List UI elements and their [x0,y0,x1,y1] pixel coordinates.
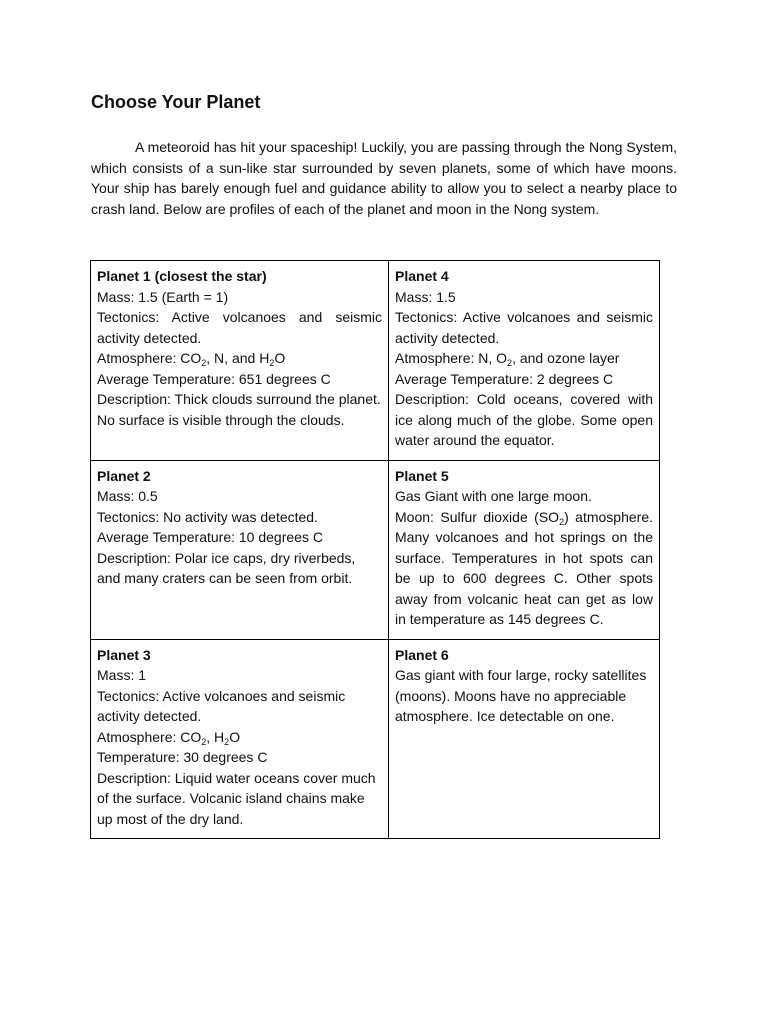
planet-3-tectonics: Tectonics: Active volcanoes and seismic activity detected. [97,687,346,724]
planet-1-description: Description: Thick clouds surround the planet. No surface is visible through the clouds. [97,391,381,428]
planet-6-cell [389,639,660,839]
planet-6-description: Gas giant with four large, rocky satellites (moons). Moons have no appreciable atmosphere. Ice detectable on one. [395,667,647,724]
planet-1-title: Planet 1 (closest the star) [97,268,267,284]
planet-1-mass: Mass: 1.5 (Earth = 1) [97,288,229,305]
planet-4-description: Description: Cold oceans, covered with ice along much of the globe. Some open water around the equator. [395,391,653,448]
planet-5-summary: Gas Giant with one large moon. [395,488,592,504]
planet-1-temperature: Average Temperature: 651 degrees C [97,370,331,387]
planet-2-tectonics: Tectonics: No activity was detected. [97,508,318,525]
planet-4-atmosphere: Atmosphere: N, $O_2$, and ozone layer [395,350,620,368]
planet-5-title: Planet 5 [395,467,449,484]
planet-4-mass: Mass: 1.5 [395,288,456,305]
planet-1-cell [91,261,389,461]
intro-paragraph: A meteoroid has hit your spaceship! Luckily, you are passing through the Nong System, which consists of a sun-like star surrounded by seven planets, some of which have moons. Your ship has barely enough fuel and guidance ability to allow you to select a nearby place to crash land. Below are profiles of each of the planet and moon in the Nong system. [91,139,677,217]
planet-profiles-table [90,260,660,839]
planet-3-atmosphere: Atmosphere: $CO_2$, $H_2O$ [97,728,241,747]
planet-4-tectonics: Tectonics: Active volcanoes and seismic activity detected. [395,309,653,346]
planet-5-moon-description: Moon: Sulfur dioxide $(SO_2)$ atmosphere. Many volcanoes and hot springs on the surface. Temperatures in hot spots can be up to 600 degrees C. Other spots away from volcanic heat can get as low in temperature as 145 degrees C. [395,508,654,627]
table-row [91,261,660,461]
planet-6-title: Planet 6 [395,646,449,663]
planet-1-tectonics: Tectonics: Active volcanoes and seismic activity detected. [97,309,382,346]
planet-4-title: Planet 4 [395,268,449,284]
planet-2-title: Planet 2 [97,467,151,484]
planet-2-cell [91,460,389,639]
planet-1-atmosphere: Atmosphere: $CO_2$, N, and $H_2O$ [97,350,286,368]
planet-5-cell [389,460,660,639]
planet-2-description: Description: Polar ice caps, dry riverbeds, and many craters can be seen from orbit. [97,549,356,586]
planet-2-temperature: Average Temperature: 10 degrees C [97,529,323,545]
planet-3-title: Planet 3 [97,646,151,663]
planet-4-cell [389,261,660,461]
planet-3-cell [91,639,389,839]
table-row [91,460,660,639]
planet-4-temperature: Average Temperature: 2 degrees C [395,370,614,387]
planet-3-mass: Mass: 1 [97,667,147,683]
planet-3-description: Description: Liquid water oceans cover much of the surface. Volcanic island chains make up most of the dry land. [97,769,376,827]
planet-3-temperature: Temperature: 30 degrees C [97,749,268,765]
planet-2-mass: Mass: 0.5 [97,488,158,504]
page-title: Choose Your Planet [91,92,261,112]
table-row [91,639,660,839]
